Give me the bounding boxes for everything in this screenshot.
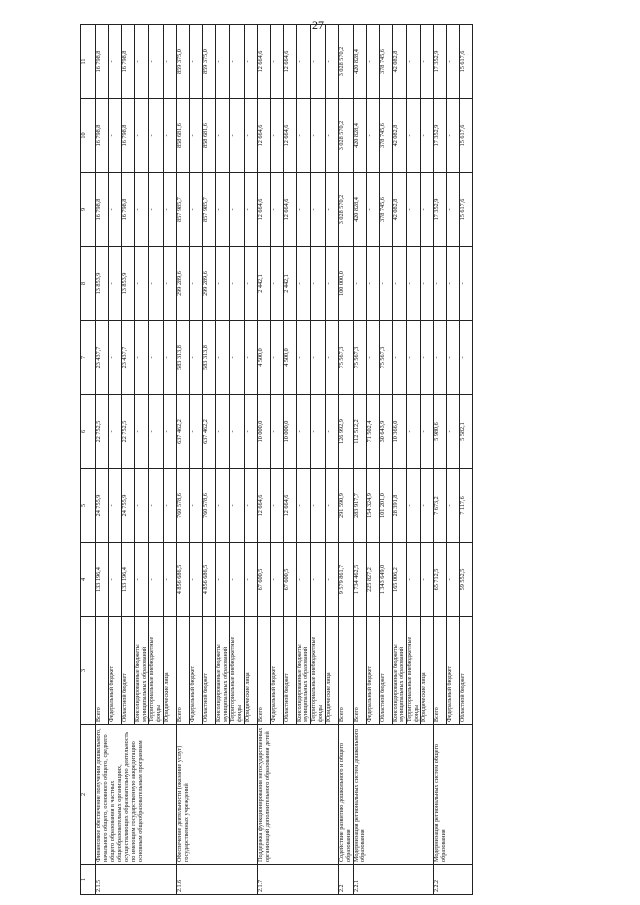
amount-cell: - [296,247,310,321]
amount-cell: - [421,469,434,543]
amount-cell: - [296,99,310,173]
amount-cell: - [406,173,420,247]
amount-cell: - [109,321,122,395]
amount-cell: 378 745,6 [379,25,392,99]
section-title-cell: Поддержка функционирования негосударственных организаций дополнительного образования детей [257,725,338,865]
amount-cell: - [135,321,149,395]
amount-cell: - [421,395,434,469]
amount-cell: - [109,25,122,99]
amount-cell: 23 437,7 [122,321,135,395]
amount-cell: - [215,173,229,247]
funding-source-cell: Консолидированные бюджеты муниципальных образований [215,617,229,725]
amount-cell: - [406,25,420,99]
amount-cell: 12 664,6 [257,25,270,99]
funding-source-cell: Консолидированные бюджеты муниципальных образований [135,617,149,725]
funding-source-cell: Областной бюджет [202,617,215,725]
amount-cell: - [163,321,176,395]
funding-source-cell: Территориальные внебюджетные фонды [406,617,420,725]
section-title-cell: Обеспечение деятельности (оказание услуг) государственных учреждений [176,725,257,865]
amount-cell: 22 752,5 [122,395,135,469]
amount-cell: 15 617,6 [460,25,473,99]
amount-cell: - [163,247,176,321]
amount-cell: - [230,247,244,321]
amount-cell: 17 352,9 [434,25,447,99]
amount-cell: 299 289,6 [176,247,189,321]
amount-cell: - [135,25,149,99]
amount-cell: 283 917,7 [353,469,366,543]
amount-cell: 15 617,6 [460,173,473,247]
amount-cell: - [163,173,176,247]
amount-cell: - [149,321,163,395]
funding-source-cell: Юридические лица [325,617,338,725]
amount-cell: 858 681,6 [176,99,189,173]
amount-cell: - [421,247,434,321]
amount-cell: - [460,247,473,321]
table-row [434,25,447,895]
amount-cell: 22 752,5 [96,395,109,469]
amount-cell: 378 745,6 [379,99,392,173]
amount-cell: - [406,543,420,617]
amount-cell: 59 552,5 [460,543,473,617]
amount-cell: - [270,321,283,395]
amount-cell: 42 082,8 [392,173,406,247]
amount-cell: 859 375,0 [176,25,189,99]
amount-cell: - [325,469,338,543]
funding-source-cell: Областной бюджет [460,617,473,725]
amount-cell: - [244,469,257,543]
amount-cell: - [311,321,325,395]
amount-cell: 7 117,6 [460,469,473,543]
amount-cell: - [392,247,406,321]
amount-cell: - [163,99,176,173]
amount-cell: 75 567,3 [379,321,392,395]
amount-cell: - [296,173,310,247]
amount-cell: - [215,99,229,173]
amount-cell: - [406,99,420,173]
amount-cell: 16 798,8 [96,25,109,99]
amount-cell: - [366,321,379,395]
funding-source-cell: Областной бюджет [283,617,296,725]
amount-cell: - [366,25,379,99]
amount-cell: 858 681,6 [202,99,215,173]
amount-cell: - [109,99,122,173]
funding-source-cell: Федеральный бюджет [270,617,283,725]
amount-cell: 12 664,6 [283,173,296,247]
funding-source-cell: Федеральный бюджет [366,617,379,725]
amount-cell: 24 755,9 [96,469,109,543]
amount-cell: - [421,543,434,617]
amount-cell: 420 828,4 [353,99,366,173]
amount-cell: - [135,99,149,173]
amount-cell: - [135,543,149,617]
amount-cell: - [311,247,325,321]
amount-cell: - [135,469,149,543]
amount-cell: 1 734 462,5 [353,543,366,617]
amount-cell: - [421,99,434,173]
amount-cell: - [270,173,283,247]
amount-cell: 154 324,9 [366,469,379,543]
amount-cell: 100 000,0 [338,247,353,321]
section-code-cell: 2.2 [338,865,353,895]
amount-cell: - [406,247,420,321]
funding-source-cell: Федеральный бюджет [447,617,460,725]
amount-cell: - [189,247,202,321]
amount-cell: - [149,25,163,99]
amount-cell: 165 006,2 [392,543,406,617]
amount-cell: - [421,173,434,247]
amount-cell: 67 600,5 [283,543,296,617]
amount-cell: 16 798,8 [96,99,109,173]
table-row [176,25,189,895]
funding-source-cell: Территориальные внебюджетные фонды [230,617,244,725]
column-number-cell: 2 [81,725,96,865]
amount-cell: - [296,395,310,469]
funding-source-cell: Юридические лица [244,617,257,725]
funding-source-cell: Всего [353,617,366,725]
amount-cell: - [230,321,244,395]
amount-cell: - [244,173,257,247]
amount-cell: - [325,321,338,395]
amount-cell: 17 352,9 [434,99,447,173]
amount-cell: 10 000,0 [257,395,270,469]
column-number-cell: 9 [81,173,96,247]
funding-source-cell: Федеральный бюджет [189,617,202,725]
funding-source-cell: Всего [176,617,189,725]
amount-cell: - [406,469,420,543]
amount-cell: - [149,469,163,543]
amount-cell: 637 462,2 [202,395,215,469]
amount-cell: 3 028 570,2 [338,99,353,173]
amount-cell: - [434,321,447,395]
amount-cell: - [296,469,310,543]
amount-cell: - [244,247,257,321]
amount-cell: - [296,543,310,617]
amount-cell: 12 664,6 [257,99,270,173]
amount-cell: - [149,247,163,321]
amount-cell: 28 391,8 [392,469,406,543]
amount-cell: 760 578,6 [202,469,215,543]
amount-cell: 4 856 686,5 [202,543,215,617]
amount-cell: - [135,247,149,321]
section-title-cell: Модернизация региональных систем дошкольного образования [353,725,434,865]
amount-cell: - [447,247,460,321]
amount-cell: - [244,25,257,99]
column-number-cell: 10 [81,99,96,173]
column-number-cell: 8 [81,247,96,321]
funding-source-cell: Юридические лица [163,617,176,725]
amount-cell: 420 828,4 [353,25,366,99]
amount-cell: - [421,25,434,99]
table-row [257,25,270,895]
amount-cell: 5 980,6 [434,395,447,469]
amount-cell: - [406,395,420,469]
amount-cell: - [215,321,229,395]
amount-cell: - [270,247,283,321]
funding-source-cell: Всего [96,617,109,725]
amount-cell: 101 201,0 [379,469,392,543]
amount-cell: 12 664,6 [283,25,296,99]
amount-cell: 24 755,9 [122,469,135,543]
amount-cell: - [311,173,325,247]
amount-cell: 760 578,6 [176,469,189,543]
amount-cell: - [406,321,420,395]
amount-cell: 65 712,5 [434,543,447,617]
amount-cell: - [189,543,202,617]
column-number-cell: 5 [81,469,96,543]
amount-cell: - [109,395,122,469]
amount-cell: - [311,99,325,173]
column-number-cell: 4 [81,543,96,617]
amount-cell: 16 798,8 [122,25,135,99]
amount-cell: 12 664,6 [257,469,270,543]
amount-cell: - [311,395,325,469]
amount-cell: - [215,395,229,469]
section-title-cell: Содействие развитию дошкольного и общего образования [338,725,353,865]
amount-cell: 12 664,6 [283,469,296,543]
amount-cell: 133 196,4 [96,543,109,617]
amount-cell: - [189,173,202,247]
amount-cell: - [149,395,163,469]
amount-cell: - [447,395,460,469]
funding-source-cell: Юридические лица [421,617,434,725]
amount-cell: - [379,247,392,321]
funding-source-cell: Территориальные внебюджетные фонды [149,617,163,725]
amount-cell: - [447,469,460,543]
table-row [353,25,366,895]
amount-cell: - [215,469,229,543]
amount-cell: - [189,99,202,173]
amount-cell: 4 500,0 [283,321,296,395]
amount-cell: 12 664,6 [283,99,296,173]
amount-cell: 4 500,0 [257,321,270,395]
amount-cell: - [270,25,283,99]
amount-cell: - [296,321,310,395]
amount-cell: - [325,99,338,173]
amount-cell: 16 798,8 [122,173,135,247]
amount-cell: - [189,469,202,543]
section-title-cell: Модернизация региональных систем общего образования [434,725,473,865]
amount-cell: 42 082,8 [392,99,406,173]
amount-cell: - [325,25,338,99]
amount-cell: - [230,469,244,543]
amount-cell: 859 375,0 [202,25,215,99]
amount-cell: 3 028 570,2 [338,25,353,99]
amount-cell: - [135,173,149,247]
amount-cell: - [215,25,229,99]
rotated-table-container [80,25,550,895]
amount-cell: 378 745,6 [379,173,392,247]
section-code-cell: 2.1.7 [257,865,338,895]
amount-cell: - [109,173,122,247]
section-code-cell: 2.2.2 [434,865,473,895]
funding-source-cell: Всего [338,617,353,725]
amount-cell: - [311,25,325,99]
amount-cell: - [325,395,338,469]
amount-cell: 75 567,3 [353,321,366,395]
amount-cell: 291 590,9 [338,469,353,543]
amount-cell: 17 352,9 [434,173,447,247]
amount-cell: 5 582,1 [460,395,473,469]
amount-cell: - [353,247,366,321]
amount-cell: 420 828,4 [353,173,366,247]
section-code-cell: 2.2.1 [353,865,434,895]
funding-source-cell: Всего [257,617,270,725]
amount-cell: 30 643,9 [379,395,392,469]
column-number-cell: 1 [81,865,96,895]
amount-cell: 583 313,8 [176,321,189,395]
amount-cell: 225 827,2 [366,543,379,617]
section-code-cell: 2.1.6 [176,865,257,895]
amount-cell: 16 798,8 [122,99,135,173]
amount-cell: 2 442,1 [283,247,296,321]
funding-source-cell: Всего [434,617,447,725]
funding-source-cell: Консолидированные бюджеты муниципальных образований [296,617,310,725]
amount-cell: - [366,247,379,321]
funding-source-cell: Федеральный бюджет [109,617,122,725]
amount-cell: - [230,543,244,617]
table-body [81,25,473,895]
amount-cell: - [244,543,257,617]
amount-cell: 10 000,0 [283,395,296,469]
amount-cell: - [244,395,257,469]
page-number: 27 [312,18,324,32]
amount-cell: - [149,99,163,173]
amount-cell: 23 437,7 [96,321,109,395]
amount-cell: - [270,469,283,543]
amount-cell: - [163,395,176,469]
section-title-cell: Финансовое обеспечение получения дошкольного, начального общего, основного общего, среднего общего образования в частных общеобразовательных организациях, осуществляющих образовательную деятельность по имеющим государственную аккредитацию основным общеобразовательным программам [96,725,177,865]
amount-cell: - [109,247,122,321]
amount-cell: 13 853,9 [96,247,109,321]
table-row [338,25,353,895]
amount-cell: 15 617,6 [460,99,473,173]
column-number-cell: 6 [81,395,96,469]
column-number-cell: 7 [81,321,96,395]
amount-cell: 75 567,3 [338,321,353,395]
amount-cell: 71 502,4 [366,395,379,469]
amount-cell: - [366,99,379,173]
amount-cell: - [230,173,244,247]
amount-cell: - [149,543,163,617]
amount-cell: - [230,99,244,173]
amount-cell: - [189,25,202,99]
amount-cell: - [460,321,473,395]
amount-cell: 299 289,6 [202,247,215,321]
section-code-cell: 2.1.5 [96,865,177,895]
amount-cell: 67 600,5 [257,543,270,617]
amount-cell: - [434,247,447,321]
column-number-cell: 3 [81,617,96,725]
amount-cell: - [447,99,460,173]
amount-cell: - [215,543,229,617]
amount-cell: - [447,543,460,617]
amount-cell: 857 985,7 [176,173,189,247]
amount-cell: - [392,321,406,395]
amount-cell: - [163,469,176,543]
amount-cell: - [109,543,122,617]
amount-cell: - [311,469,325,543]
amount-cell: - [189,321,202,395]
amount-cell: - [270,395,283,469]
column-number-row [81,25,96,895]
amount-cell: - [163,25,176,99]
amount-cell: - [270,99,283,173]
amount-cell: - [325,543,338,617]
amount-cell: 12 664,6 [257,173,270,247]
amount-cell: 3 028 570,2 [338,173,353,247]
amount-cell: - [421,321,434,395]
amount-cell: 42 082,8 [392,25,406,99]
amount-cell: 4 856 686,5 [176,543,189,617]
amount-cell: 133 196,4 [122,543,135,617]
table-row [96,25,109,895]
amount-cell: - [325,173,338,247]
amount-cell: - [311,543,325,617]
amount-cell: 583 313,8 [202,321,215,395]
amount-cell: - [296,25,310,99]
funding-source-cell: Консолидированные бюджеты муниципальных образований [392,617,406,725]
amount-cell: - [270,543,283,617]
funding-source-cell: Областной бюджет [379,617,392,725]
amount-cell: - [447,321,460,395]
amount-cell: - [230,25,244,99]
amount-cell: 2 442,1 [257,247,270,321]
amount-cell: - [244,321,257,395]
amount-cell: - [325,247,338,321]
amount-cell: 112 512,2 [353,395,366,469]
amount-cell: - [215,247,229,321]
funding-source-cell: Областной бюджет [122,617,135,725]
amount-cell: 857 985,7 [202,173,215,247]
amount-cell: 13 853,9 [122,247,135,321]
amount-cell: 1 343 649,0 [379,543,392,617]
funding-source-cell: Территориальные внебюджетные фонды [311,617,325,725]
amount-cell: - [149,173,163,247]
amount-cell: - [447,25,460,99]
amount-cell: 10 366,0 [392,395,406,469]
amount-cell: - [447,173,460,247]
amount-cell: - [230,395,244,469]
amount-cell: 9 579 861,7 [338,543,353,617]
amount-cell: - [189,395,202,469]
amount-cell: 16 798,8 [96,173,109,247]
amount-cell: - [244,99,257,173]
budget-table [80,24,473,895]
amount-cell: - [135,395,149,469]
column-number-cell: 11 [81,25,96,99]
amount-cell: 637 462,2 [176,395,189,469]
amount-cell: 7 673,2 [434,469,447,543]
amount-cell: - [109,469,122,543]
amount-cell: 126 992,9 [338,395,353,469]
amount-cell: - [163,543,176,617]
amount-cell: - [366,173,379,247]
